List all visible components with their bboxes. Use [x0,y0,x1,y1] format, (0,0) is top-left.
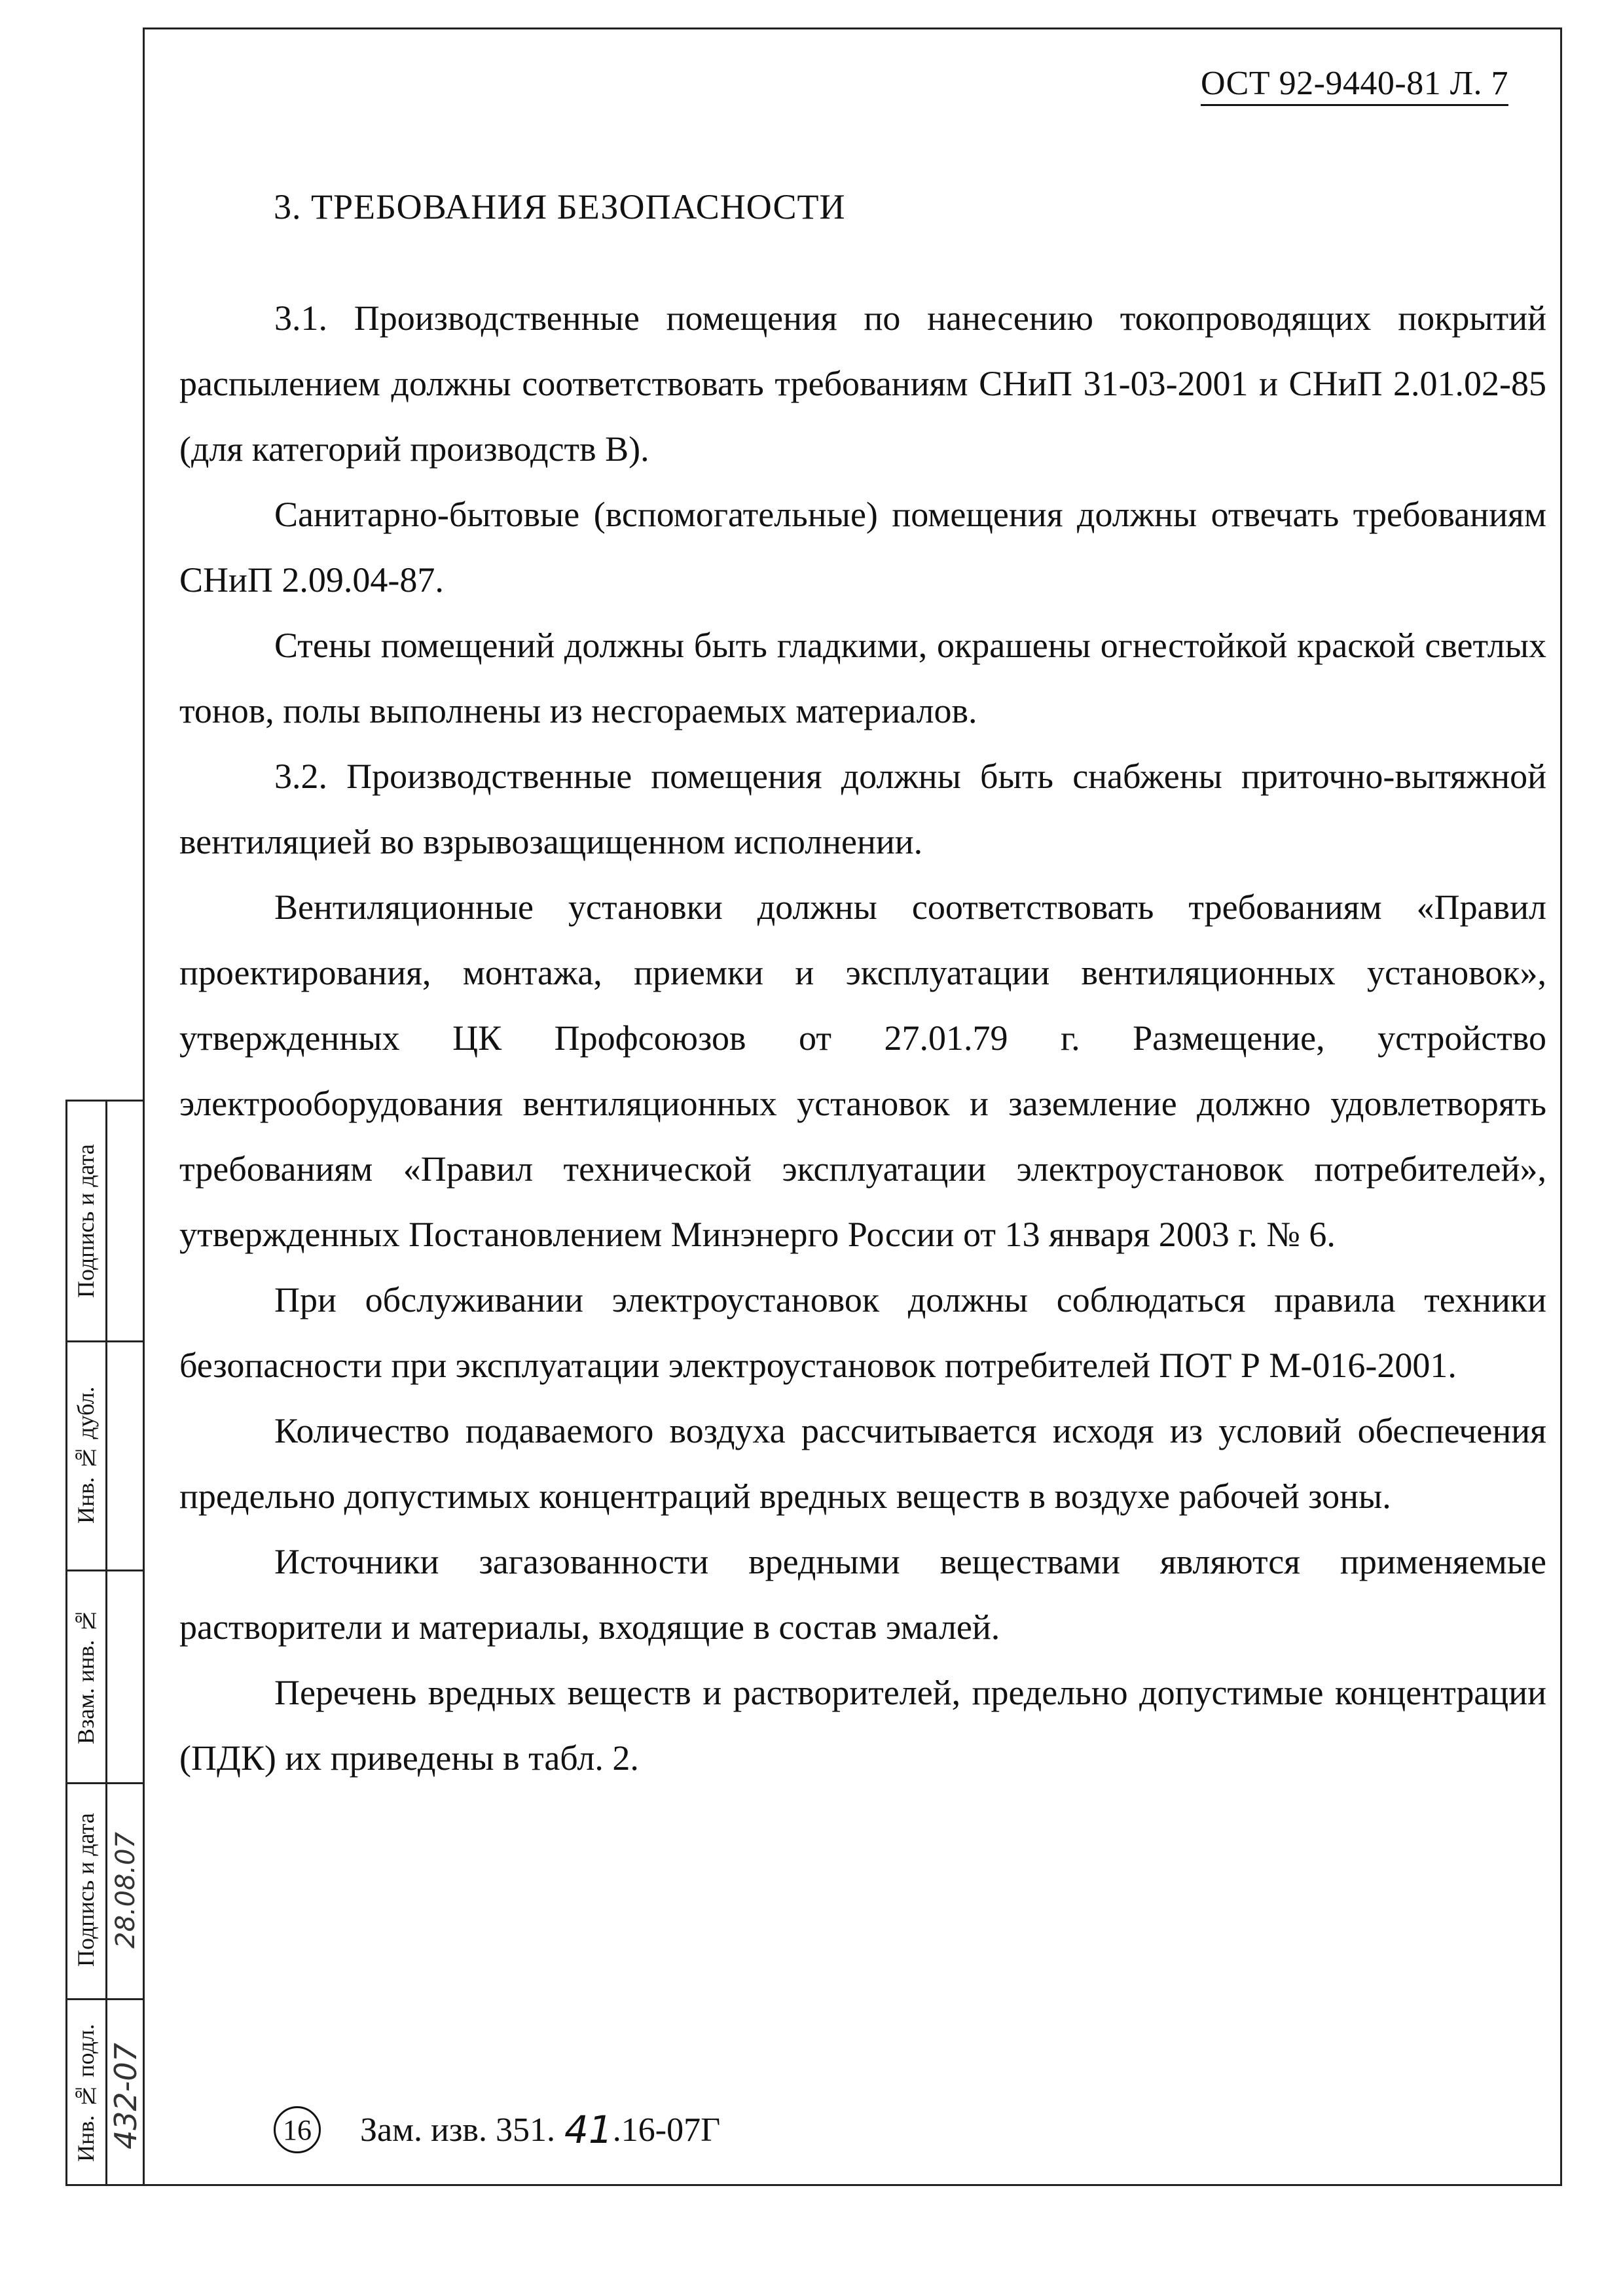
paragraph: Перечень вредных веществ и растворителей, предельно допустимые концентрации (ПДК) их приведены в табл. 2. [179,1673,1546,1778]
document-body [179,285,1546,1791]
side-stamp [65,1100,143,2186]
document-code: ОСТ 92-9440-81 Л. 7 [1201,64,1508,106]
paragraph: Источники загазованности вредными веществами являются применяемые растворители и материалы, входящие в состав эмалей. [179,1542,1546,1647]
paragraph: 3.1. Производственные помещения по нанесению токопроводящих покрытий распылением должны соответствовать требованиям СНиП 31-03-2001 и СНиП 2.01.02-85 (для категорий производств В). [179,298,1546,469]
stamp-label-signature-date: Подпись и дата [73,1144,99,1298]
stamp-label-signature-date-2: Подпись и дата [73,1813,99,1967]
stamp-column-divider [105,1102,107,2184]
stamp-label-orig-inv: Инв. № подл. [73,2024,99,2162]
change-prefix: Зам. изв. 351. [360,2111,555,2149]
handwritten-inventory-number: 432-07 [108,2043,143,2150]
paragraph: Санитарно-бытовые (вспомогательные) помещения должны отвечать требованиям СНиП 2.09.04-87. [179,495,1546,600]
paragraph: Стены помещений должны быть гладкими, окрашены огнестойкой краской светлых тонов, полы выполнены из несгораемых материалов. [179,626,1546,730]
change-handwritten-number: 41 [564,2108,613,2152]
paragraph: При обслуживании электроустановок должны соблюдаться правила техники безопасности при эксплуатации электроустановок потребителей ПОТ Р М-016-2001. [179,1280,1546,1385]
handwritten-signature-date: 28.08.07 [111,1831,141,1949]
stamp-label-replace-inv: Взам. инв. № [73,1607,99,1744]
change-notice [274,2106,720,2153]
paragraph: Количество подаваемого воздуха рассчитывается исходя из условий обеспечения предельно допустимых концентраций вредных веществ в воздухе рабочей зоны. [179,1411,1546,1516]
change-suffix: .16-07Г [612,2111,721,2149]
stamp-label-dup-inv: Инв. № дубл. [73,1386,99,1524]
change-number-circle: 16 [274,2106,321,2153]
section-title: 3. ТРЕБОВАНИЯ БЕЗОПАСНОСТИ [274,187,846,226]
paragraph: Вентиляционные установки должны соответствовать требованиям «Правил проектирования, монтажа, приемки и эксплуатации вентиляционных установок», утвержденных ЦК Профсоюзов от 27.01.79 г. Размещение, устройство электрооборудования вентиляционных установок и заземление должно удовлетворять требованиям «Правил технической эксплуатации электроустановок потребителей», утвержденных Постановлением Минэнерго России от 13 января 2003 г. № 6. [179,888,1546,1254]
paragraph: 3.2. Производственные помещения должны быть снабжены приточно-вытяжной вентиляцией во взрывозащищенном исполнении. [179,757,1546,861]
